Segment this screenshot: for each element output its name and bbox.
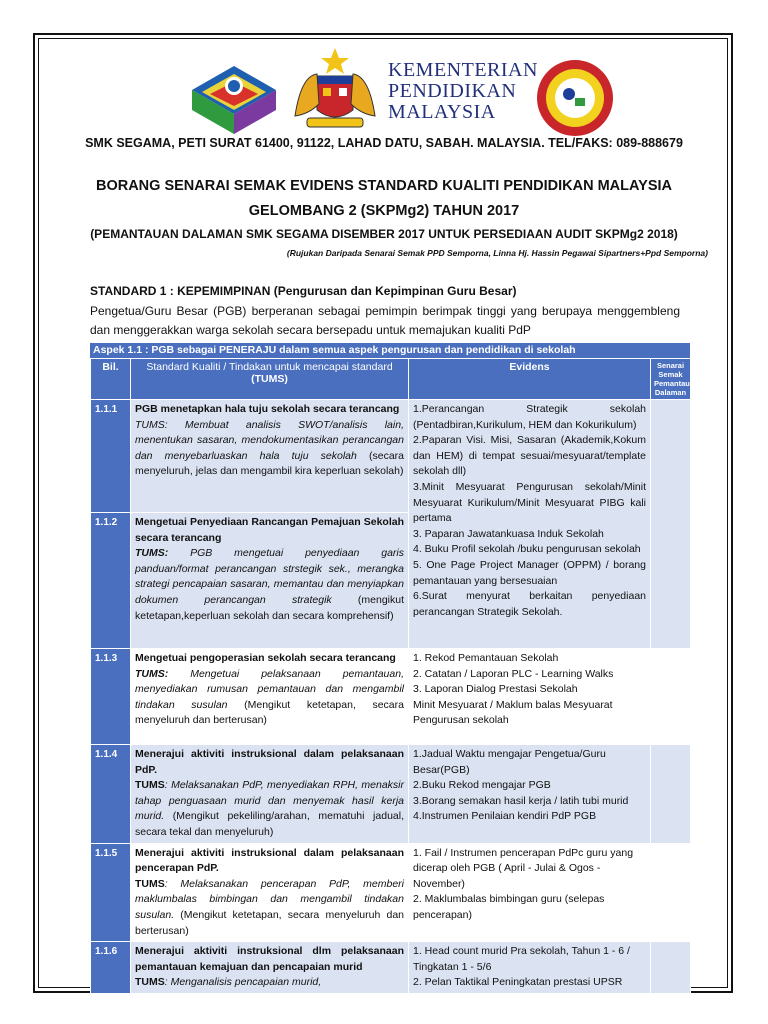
row-number: 1.1.3 — [91, 649, 131, 745]
table-row — [91, 649, 691, 745]
ministry-wordmark: KEMENTERIAN PENDIDIKAN MALAYSIA — [388, 59, 538, 123]
checklist-cell[interactable] — [651, 649, 691, 745]
col-header-evidens: Evidens — [409, 359, 651, 400]
reference-note: (Rujukan Daripada Senarai Semak PPD Semporna, Linna Hj. Hassin Pegawai Sipartners+Ppd Semporna) — [286, 248, 708, 258]
evidence-cell: 1. Head count murid Pra sekolah, Tahun 1 - 6 / Tingkatan 1 - 5/6 2. Pelan Taktikal Peningkatan prestasi UPSR — [409, 942, 651, 994]
row-number: 1.1.1 — [91, 400, 131, 513]
header-logos — [190, 46, 620, 136]
school-address: SMK SEGAMA, PETI SURAT 61400, 91122, LAHAD DATU, SABAH. MALAYSIA. TEL/FAKS: 089-888679 — [85, 136, 683, 150]
smk-segama-seal-icon — [535, 58, 615, 138]
malaysia-crest-icon — [287, 46, 383, 134]
checklist-cell[interactable] — [651, 400, 691, 649]
aspect-heading: Aspek 1.1 : PGB sebagai PENERAJU dalam semua aspek pengurusan dan pendidikan di sekolah — [90, 343, 690, 358]
standard-cell: Menerajui aktiviti instruksional dalam pelaksanaan pencerapan PdP. TUMS: Melaksanakan pencerapan PdP, memberi maklumbalas bimbingan dan mengambil tindakan susulan. (Mengikut ketetapan, secara menyeluruh dan berterusan) — [131, 843, 409, 942]
row-number: 1.1.4 — [91, 745, 131, 844]
checklist-cell[interactable] — [651, 843, 691, 942]
standard-cell: Mengetuai Penyediaan Rancangan Pemajuan Sekolah secara terancang TUMS: PGB mengetuai penyediaan garis panduan/format perancangan strstegik sek., merangka strategi pencapaian sasaran, memantau dan menyiapkan dokumen perancangan strategik (mengikut ketetapan,keperluan sekolah dan secara komprehensif) — [131, 513, 409, 649]
row-number: 1.1.6 — [91, 942, 131, 994]
form-subtitle: (PEMANTAUAN DALAMAN SMK SEGAMA DISEMBER 2017 UNTUK PERSEDIAAN AUDIT SKPMg2 2018) — [90, 227, 678, 241]
evidence-cell: 1. Rekod Pemantauan Sekolah 2. Catatan / Laporan PLC - Learning Walks 3. Laporan Dialog Prestasi Sekolah Minit Mesyuarat / Maklum balas Mesyuarat Pengurusan sekolah — [409, 649, 651, 745]
standard-cell: PGB menetapkan hala tuju sekolah secara terancang TUMS: Membuat analisis SWOT/analisis lain, menentukan sasaran, mendokumentasikan perancangan dan menyebarluaskan hala tuju sekolah (secara menyeluruh, jelas dan mengambil kira keperluan sekolah) — [131, 400, 409, 513]
standard-cell: Menerajui aktiviti instruksional dlm pelaksanaan pemantauan kemajuan dan pencapaian murid TUMS: Menganalisis pencapaian murid, — [131, 942, 409, 994]
standard-intro: Pengetua/Guru Besar (PGB) berperanan sebagai pemimpin berimpak tinggi yang berupaya menggembleng dan menggerakkan warga sekolah secara bersepadu untuk memajukan kualiti PdP — [90, 304, 680, 337]
table-row — [91, 843, 691, 942]
col-header-semak: Senarai Semak Pemantauan Dalaman — [651, 359, 691, 400]
checklist-cell[interactable] — [651, 942, 691, 994]
table-header-row — [91, 359, 691, 400]
col-header-bil: Bil. — [91, 359, 131, 400]
checklist-cell[interactable] — [651, 745, 691, 844]
school-logo-icon — [190, 64, 278, 136]
row-number: 1.1.5 — [91, 843, 131, 942]
evidence-cell: 1.Jadual Waktu mengajar Pengetua/Guru Besar(PGB) 2.Buku Rekod mengajar PGB 3.Borang semakan hasil kerja / latih tubi murid 4.Instrumen Penilaian kendiri PdP PGB — [409, 745, 651, 844]
col-header-standard: Standard Kualiti / Tindakan untuk mencapai standard (TUMS) — [131, 359, 409, 400]
evidence-cell: 1.Perancangan Strategik sekolah (Pentadbiran,Kurikulum, HEM dan Kokurikulum) 2.Paparan Visi. Misi, Sasaran (Akademik,Kokum dan HEM) di tempat sesuai/mesyuarat/template sekolah dll) 3.Minit Mesyuarat Pengurusan sekolah/Minit Mesyuarat Kurikulum/Minit Mesyuarat PIBG kali pertama 3. Paparan Jawatankuasa Induk Sekolah 4. Buku Profil sekolah /buku pengurusan sekolah 5. One Page Project Manager (OPPM) / borang pemantauan yang bersesuaian 6.Surat menyurat berkaitan penyediaan perancangan Strategik Sekolah. — [409, 400, 651, 649]
table-row — [91, 942, 691, 994]
form-title-line2: GELOMBANG 2 (SKPMg2) TAHUN 2017 — [248, 203, 520, 219]
standard-cell: Mengetuai pengoperasian sekolah secara terancang TUMS: Mengetuai pelaksanaan pemantauan, menyediakan rumusan pemantauan dan mengambil tindakan susulan (Mengikut ketetapan, secara menyeluruh dan berterusan) — [131, 649, 409, 745]
row-number: 1.1.2 — [91, 513, 131, 649]
standard-cell: Menerajui aktiviti instruksional dalam pelaksanaan PdP. TUMS: Melaksanakan PdP, menyediakan RPH, menaksir tahap penguasaan murid dan menyemak hasil kerja murid. (Mengikut pekeliling/arahan, mematuhi jadual, secara tekal dan menyeluruh) — [131, 745, 409, 844]
evidence-cell: 1. Fail / Instrumen pencerapan PdPc guru yang dicerap oleh PGB ( April - Julai & Ogos - November) 2. Maklumbalas bimbingan guru (selepas pencerapan) — [409, 843, 651, 942]
standard-heading: STANDARD 1 : KEPEMIMPINAN (Pengurusan dan Kepimpinan Guru Besar) — [90, 284, 517, 298]
table-row — [91, 400, 691, 513]
evidence-checklist-table — [90, 358, 699, 994]
form-title-line1: BORANG SENARAI SEMAK EVIDENS STANDARD KUALITI PENDIDIKAN MALAYSIA — [95, 178, 672, 194]
table-row — [91, 745, 691, 844]
